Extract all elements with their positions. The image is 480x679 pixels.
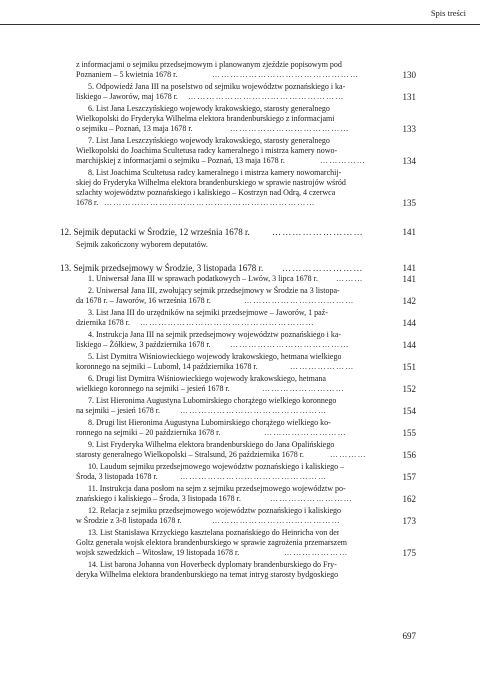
dot-leader: ………………………………………… [180,472,328,481]
entry-line: 13. List Stanisława Krzyckiego kasztelana poznańskiego do Heinricha von der [88,528,340,537]
entry-line: 1. Uniwersał Jana III w sprawach podatkowych – Lwów, 3 lipca 1678 r. [88,274,318,283]
entry-line: szlachty województw poznańskiego i kaliskiego – Kostrzyn nad Odrą, 4 czerwca [76,188,336,197]
entry-line: liskiego – Jaworów, maj 1678 r. [76,92,178,101]
page-number: 134 [402,156,416,166]
entry-line: w Środzie z 3-8 listopada 1678 r. [76,516,182,525]
page-number: 141 [402,274,416,284]
entry-line: 7. List Hieronima Augustyna Lubomirskiego chorążego wielkiego koronnego [88,396,337,405]
entry-line: wojsk szwedzkich – Witosław, 19 listopada 1678 r. [76,548,240,557]
dot-leader: ………… [330,450,367,459]
entry-line: z informacjami o sejmiku przedsejmowym i planowanym zjeździe popisowym pod [76,60,342,69]
dot-leader: ……………………… [270,494,353,503]
entry-line: Wielkopolski do Fryderyka Wilhelma elektora brandenburskiego z informacjami [76,114,335,123]
page-number: 141 [402,263,416,273]
page-number: 155 [402,428,416,438]
page-number: 135 [402,198,416,208]
entry-line: deryka Wilhelma elektora brandenburskiego na temat intryg starosty bydgoskiego [76,570,339,579]
entry-line: ronnego na sejmiki – 20 października 1678 r. [76,428,221,437]
entry-line: wielkiego koronnego na sejmiki – jesień 1678 r. [76,384,230,393]
entry-line: 4. Instrukcja Jana III na sejmik przedsejmowy województw poznańskiego i ka- [88,330,342,339]
dot-leader: …………… [320,156,366,165]
page-number: 175 [402,548,416,558]
page-number: 156 [402,450,416,460]
page-number: 130 [402,70,416,80]
entry-line: koronnego na sejmiki – Lubomł, 14 października 1678 r. [76,362,258,371]
entry-line: 7. List Jana Leszczyńskiego wojewody krakowskiego, starosty generalnego [88,136,330,145]
entry-line: 3. List Jana III do urzędników na sejmiki przedsejmowe – Jaworów, 1 paź- [88,308,328,317]
page-number: 152 [402,384,416,394]
dot-leader: ………………………………………………… [140,318,315,327]
entry-line: 9. List Fryderyka Wilhelma elektora brandenburskiego do Jana Opalińskiego [88,440,335,449]
dot-leader: ………………………………………… [180,406,328,415]
page-number: 133 [402,124,416,134]
dot-leader: ……………………… [262,384,345,393]
entry-line: starosty generalnego Wielkopolski – Stralsund, 26 października 1678 r. [76,450,304,459]
page-folio: 697 [402,631,416,641]
entry-line: skiej do Fryderyka Wilhelma elektora brandenburskiego w sprawie nastrojów wśród [76,178,346,187]
header-rule [0,24,480,25]
page-number: 144 [402,340,416,350]
page-number: 154 [402,406,416,416]
entry-line: dziernika 1678 r. [76,318,130,327]
page-number: 144 [402,318,416,328]
entry-line: marchijskiej z informacjami o sejmiku – Poznań, 13 maja 1678 r. [76,156,285,165]
dot-leader: …………………………………………… [188,92,345,101]
entry-line: 14. List barona Johanna von Hoverbeck dyplomaty brandenburskiego do Fry- [88,560,337,569]
page-number: 173 [402,516,416,526]
dot-leader: ………………………………… [230,124,350,133]
entry-line: Wielkopolski do Joachima Scultetusa radcy kameralnego i mistrza kamery nowo- [76,146,338,155]
dot-leader: ………………………………… [230,340,350,349]
page-number: 157 [402,472,416,482]
entry-line: da 1678 r. – Jaworów, 16 września 1678 r. [76,296,211,305]
entry-line: na sejmiki – jesień 1678 r. [76,406,160,415]
entry-line: o sejmiku – Poznań, 13 maja 1678 r. [76,124,193,133]
entry-line: znańskiego i kaliskiego – Środa, 3 listopada 1678 r. [76,494,241,503]
entry-line: 5. List Dymitra Wiśniowieckiego wojewody krakowskiego, hetmana wielkiego [88,352,342,361]
section-title: 12. Sejmik deputacki w Środzie, 12 września 1678 r. [60,227,250,237]
section-note: Sejmik zakończony wyborem deputatów. [76,240,208,249]
entry-line: 11. Instrukcja dana posłom na sejm z sejmiku przedsejmowego województw po- [88,484,346,493]
page-number: 141 [402,227,416,237]
page-number: 162 [402,494,416,504]
entry-line: Goltz generała wojsk elektora brandenburskiego w sprawie zagrożenia przemarszem [76,538,347,547]
entry-line: 6. List Jana Leszczyńskiego wojewody krakowskiego, starosty generalnego [88,104,330,113]
page-number: 151 [402,362,416,372]
entry-line: 12. Relacja z sejmiku przedsejmowego województw poznańskiego i kaliskiego [88,506,342,515]
entry-line: 8. List Joachima Scultetusa radcy kameralnego i mistrza kamery nowomarchij- [88,168,342,177]
dot-leader: ………………… [284,548,349,557]
entry-line: 5. Odpowiedź Jana III na poselstwo od sejmiku województw poznańskiego i ka- [88,82,346,91]
dot-leader: ……………………… [264,428,347,437]
dot-leader: ……………………………… [244,296,355,305]
page-number: 142 [402,296,416,306]
dot-leader: ……………………… [272,227,364,237]
entry-line: 2. Uniwersał Jana III, zwołujący sejmik przedsejmowy w Środzie na 3 listopa- [88,286,340,295]
entry-line: liskiego – Żółkiew, 3 października 1678 r. [76,340,211,349]
entry-line: 1678 r. [76,198,99,207]
dot-leader: …………………………………………………………… [104,198,316,207]
entry-line: 6. Drugi list Dymitra Wiśniowieckiego wojewody krakowskiego, hetmana [88,374,326,383]
entry-line: 8. Drugi list Hieronima Augustyna Lubomirskiego chorążego wielkiego ko- [88,418,331,427]
dot-leader: …………………………………… [212,516,341,525]
dot-leader: ……… [336,274,364,283]
dot-leader: ………………………………………… [212,70,360,79]
entry-line: Środa, 3 listopada 1678 r. [76,472,158,481]
running-header: Spis treści [430,8,466,18]
entry-line: Poznaniem – 5 kwietnia 1678 r. [76,70,178,79]
page-number: 131 [402,92,416,102]
dot-leader: ………………… [290,362,355,371]
dot-leader: …………………… [282,263,364,273]
section-title: 13. Sejmik przedsejmowy w Środzie, 3 listopada 1678 r. [60,263,264,273]
entry-line: 10. Laudum sejmiku przedsejmowego województw poznańskiego i kaliskiego – [88,462,345,471]
